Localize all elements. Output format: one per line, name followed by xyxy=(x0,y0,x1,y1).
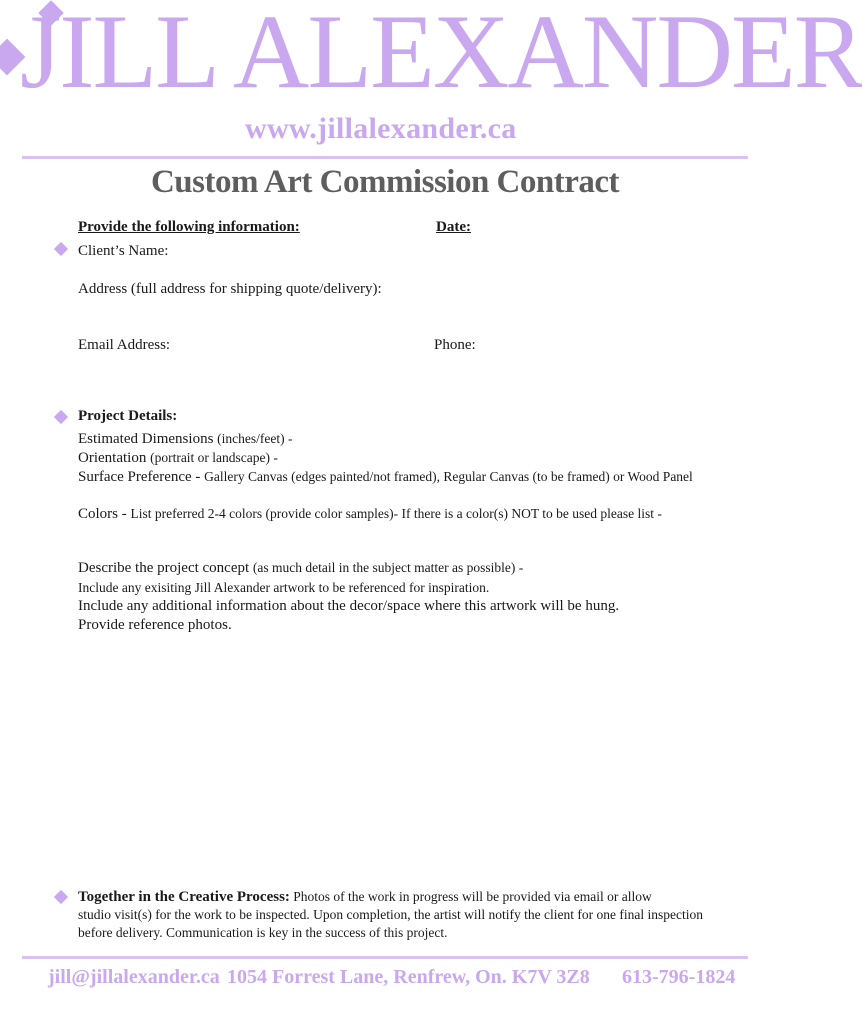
footer-phone[interactable]: 613-796-1824 xyxy=(622,966,736,988)
website-link[interactable]: www.jillalexander.ca xyxy=(245,112,517,145)
process-line-2: studio visit(s) for the work to be inspected. Upon completion, the artist will notify the client for one final inspection xyxy=(78,907,703,922)
page-title: Custom Art Commission Contract xyxy=(150,164,620,200)
header-divider xyxy=(22,156,748,159)
process-text-1: Photos of the work in progress will be provided via email or allow xyxy=(293,889,652,904)
email-label: Email Address: xyxy=(78,337,171,353)
existing-artwork-line: Include any exisiting Jill Alexander artwork to be referenced for inspiration. xyxy=(78,580,490,595)
concept-line xyxy=(78,560,523,577)
orientation-line xyxy=(78,450,278,467)
concept-note: (as much detail in the subject matter as possible) - xyxy=(252,560,524,575)
bullet-diamond-icon xyxy=(54,242,68,256)
date-label: Date: xyxy=(436,219,471,235)
colors-note: List preferred 2-4 colors (provide color samples)- If there is a color(s) NOT to be used please list - xyxy=(130,506,662,521)
colors-label: Colors - xyxy=(78,506,127,522)
surface-options: Gallery Canvas (edges painted/not framed), Regular Canvas (to be framed) or Wood Panel xyxy=(204,469,693,484)
info-heading: Provide the following information: xyxy=(78,219,300,235)
bullet-diamond-icon xyxy=(54,890,68,904)
process-line-3: before delivery. Communication is key in the success of this project. xyxy=(78,925,448,940)
colors-line xyxy=(78,506,662,523)
footer-divider xyxy=(22,956,748,959)
process-paragraph xyxy=(78,888,728,942)
brand-logo xyxy=(0,0,862,120)
reference-photos-line: Provide reference photos. xyxy=(78,617,232,633)
process-line-1 xyxy=(78,888,728,906)
orientation-label: Orientation xyxy=(78,450,147,466)
brand-name: JILL ALEXANDER xyxy=(20,0,862,110)
surface-line xyxy=(78,469,693,486)
phone-label: Phone: xyxy=(434,337,476,353)
process-heading: Together in the Creative Process: xyxy=(78,889,290,905)
decor-info-line: Include any additional information about the decor/space where this artwork will be hung. xyxy=(78,598,620,614)
dimensions-label: Estimated Dimensions xyxy=(78,431,214,447)
orientation-note: (portrait or landscape) - xyxy=(150,450,278,465)
concept-label: Describe the project concept xyxy=(78,560,250,576)
dimensions-note: (inches/feet) - xyxy=(217,431,293,446)
address-label: Address (full address for shipping quote/delivery): xyxy=(78,281,382,297)
surface-label: Surface Preference - xyxy=(78,469,201,485)
bullet-diamond-icon xyxy=(54,410,68,424)
project-details-heading: Project Details: xyxy=(78,408,178,424)
footer-address: 1054 Forrest Lane, Renfrew, On. K7V 3Z8 xyxy=(227,966,590,988)
footer-email[interactable]: jill@jillalexander.ca xyxy=(48,966,220,988)
dimensions-line xyxy=(78,431,293,448)
client-name-label: Client’s Name: xyxy=(78,243,169,259)
